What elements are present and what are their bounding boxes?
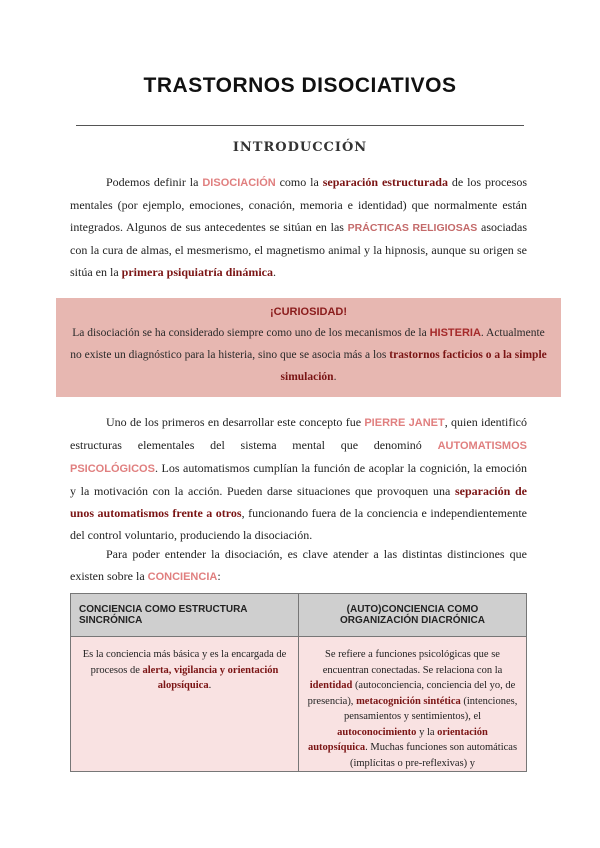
table-cell-sincronica: Es la conciencia más básica y es la encargada de procesos de alerta, vigilancia y orientación alopsíquica.	[71, 637, 299, 772]
keyword-orientacion-autopsiquica: orientación autopsíquica	[307, 726, 488, 753]
consciousness-table	[70, 593, 527, 772]
callout-body: La disociación se ha considerado siempre como uno de los mecanismos de la HISTERIA. Actualmente no existe un diagnóstico para la histeria, sino que se asocia más a los trastornos facticios o a la simple simulación.	[70, 327, 547, 383]
table-header-row	[71, 594, 527, 637]
keyword-psiquiatria: primera psiquiatría dinámica	[121, 265, 273, 279]
title-divider	[76, 125, 524, 126]
table-header-diacronica: (AUTO)CONCIENCIA COMO ORGANIZACIÓN DIACRÓNICA	[299, 594, 527, 637]
keyword-separacion-automatismos: separación de unos automatismos frente a otros	[70, 484, 527, 520]
table-header-sincronica: CONCIENCIA COMO ESTRUCTURA SINCRÓNICA	[71, 594, 299, 637]
table-cell-diacronica: Se refiere a funciones psicológicas que se encuentran conectadas. Se relaciona con la identidad (autoconciencia, conciencia del yo, de presencia), metacognición sintética (intenciones, pensamientos y sentimientos), el autoconocimiento y la orientación autopsíquica. Muchas funciones son automáticas (implícitas o pre-reflexivas) y	[299, 637, 527, 772]
keyword-histeria: HISTERIA	[429, 327, 481, 339]
keyword-autoconocimiento: autoconocimiento	[337, 726, 417, 738]
keyword-trastornos: trastornos facticios o a la simple simulación	[280, 349, 547, 383]
table-row	[71, 637, 527, 772]
keyword-alerta: alerta, vigilancia y orientación alopsíquica	[142, 664, 279, 691]
intro-paragraph: Podemos definir la DISOCIACIÓN como la separación estructurada de los procesos mentales (por ejemplo, emociones, conación, memoria e identidad) que normalmente están integrados. Algunos de sus antecedentes se sitúan en las PRÁCTICAS RELIGIOSAS asociadas con la cura de almas, el mesmerismo, el magnetismo animal y la hipnosis, aunque su origen se sitúa en la primera psiquiatría dinámica.	[70, 175, 527, 279]
keyword-janet: PIERRE JANET	[364, 417, 445, 429]
keyword-identidad: identidad	[309, 680, 353, 691]
keyword-conciencia: CONCIENCIA	[147, 571, 218, 583]
janet-paragraph: Uno de los primeros en desarrollar este concepto fue PIERRE JANET, quien identificó estructuras elementales del sistema mental que denominó AUTOMATISMOS PSICOLÓGICOS. Los automatismos cumplían la función de acoplar la cognición, la emoción y la motivación con la acción. Pueden darse situaciones que provoquen una separación de unos automatismos frente a otros, funcionando fuera de la conciencia e independientemente del control voluntario, produciendo la disociación.	[70, 415, 527, 542]
page-title: TRASTORNOS DISOCIATIVOS	[143, 74, 457, 97]
curiosity-callout	[56, 298, 561, 397]
conciencia-paragraph: Para poder entender la disociación, es clave atender a las distintas distinciones que existen sobre la CONCIENCIA:	[70, 547, 527, 583]
callout-title: ¡CURIOSIDAD!	[270, 306, 347, 318]
keyword-separacion: separación estructurada	[322, 175, 448, 189]
keyword-automatismos: AUTOMATISMOS PSICOLÓGICOS	[70, 440, 527, 475]
keyword-practicas: PRÁCTICAS RELIGIOSAS	[347, 222, 478, 234]
section-heading: INTRODUCCIÓN	[232, 140, 368, 155]
keyword-metacognicion: metacognición sintética	[356, 695, 461, 707]
keyword-disociacion: DISOCIACIÓN	[202, 177, 276, 189]
